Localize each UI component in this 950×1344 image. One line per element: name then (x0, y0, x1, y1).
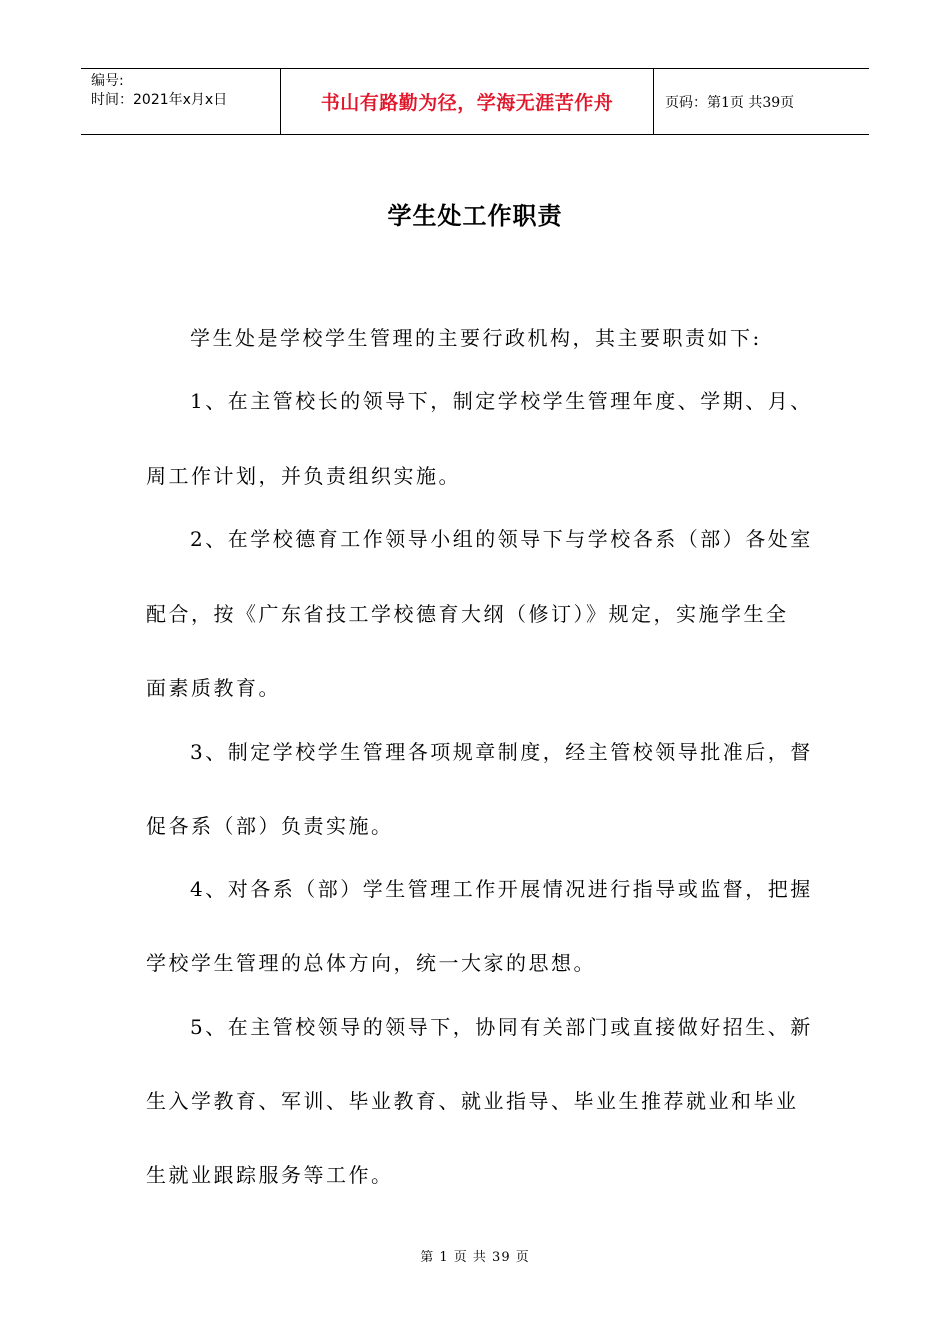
motto-text: 书山有路勤为径，学海无涯苦作舟 (320, 92, 614, 114)
time-label: 时间：2021年x月x日 (91, 92, 228, 108)
body-line: 3、制定学校学生管理各项规章制度，经主管校领导批准后，督 (190, 740, 813, 764)
document-title: 学生处工作职责 (387, 202, 563, 230)
body-line: 生入学教育、军训、毕业教育、就业指导、毕业生推荐就业和毕业 (146, 1089, 799, 1113)
body-line: 4、对各系（部）学生管理工作开展情况进行指导或监督，把握 (190, 877, 813, 901)
header-motto-cell (281, 69, 654, 134)
header-page-cell (654, 69, 869, 134)
body-line: 5、在主管校领导的领导下，协同有关部门或直接做好招生、新 (190, 1015, 813, 1039)
body-line: 2、在学校德育工作领导小组的领导下与学校各系（部）各处室 (190, 527, 813, 551)
body-line: 配合，按《广东省技工学校德育大纲（修订）》规定，实施学生全 (146, 602, 789, 626)
body-line: 生就业跟踪服务等工作。 (146, 1163, 394, 1187)
body-line: 1、在主管校长的领导下，制定学校学生管理年度、学期、月、 (190, 389, 813, 413)
body-line: 促各系（部）负责实施。 (146, 814, 394, 838)
header-table (81, 68, 869, 135)
body-line: 学生处是学校学生管理的主要行政机构，其主要职责如下: (190, 326, 762, 350)
header-meta-cell (81, 69, 281, 134)
body-line: 周工作计划，并负责组织实施。 (146, 464, 461, 488)
page-footer: 第 1 页 共 39 页 (420, 1250, 530, 1265)
number-label: 编号: (91, 73, 124, 89)
body-line: 学校学生管理的总体方向，统一大家的思想。 (146, 951, 596, 975)
page-info: 页码：第1页 共39页 (665, 94, 795, 111)
body-line: 面素质教育。 (146, 676, 281, 700)
